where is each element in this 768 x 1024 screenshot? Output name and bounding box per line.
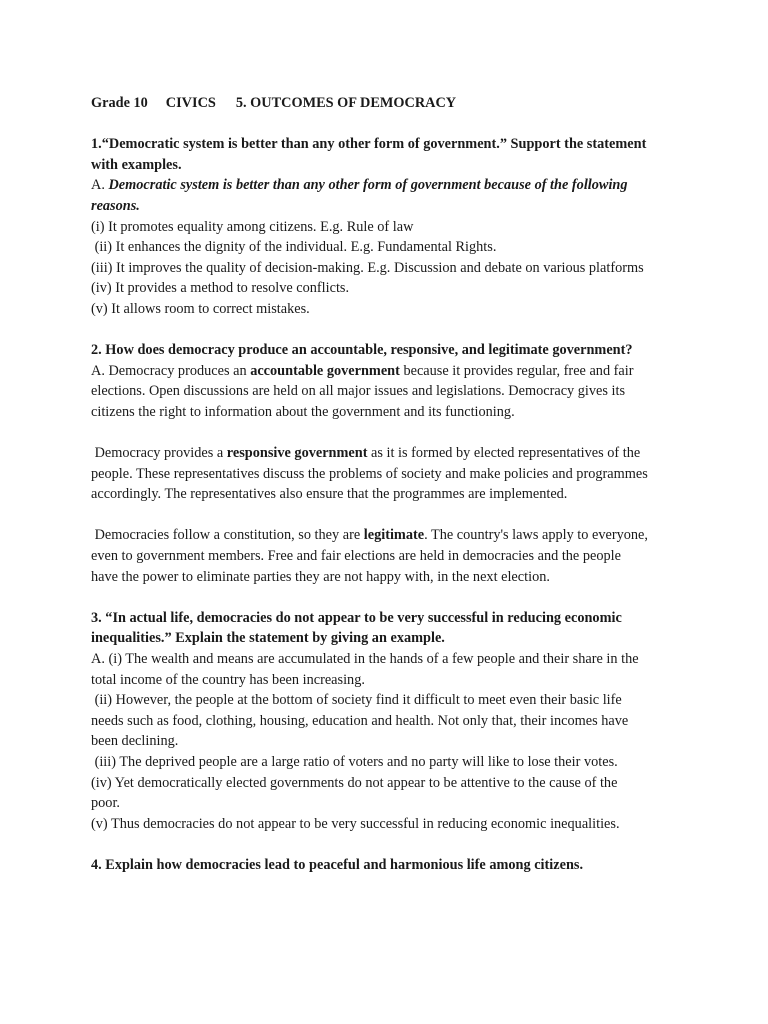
question-1-text: 1.“Democratic system is better than any other form of government.” Support the statement	[91, 136, 647, 153]
question-3-text-cont: inequalities.” Explain the statement by giving an example.	[91, 630, 445, 647]
question-2-text: 2. How does democracy produce an accountable, responsive, and legitimate government?	[91, 342, 633, 359]
term-legitimate: legitimate	[363, 527, 425, 544]
answer-2-text: Democracy provides a	[91, 445, 227, 462]
term-accountable-government: accountable government	[250, 362, 400, 379]
answer-2-p2-line	[91, 443, 708, 464]
answer-1-intro-cont: reasons.	[91, 197, 140, 214]
answer-prefix: A.	[91, 177, 109, 194]
answer-3-line: (v) Thus democracies do not appear to be very successful in reducing economic inequalities.	[91, 815, 620, 832]
spacer	[91, 114, 708, 135]
spacer	[91, 587, 708, 608]
answer-2-p3-line: even to government members. Free and fair elections are held in democracies and the people	[91, 548, 621, 565]
answer-2-text: A. Democracy produces an	[91, 362, 251, 379]
answer-3-line: A. (i) The wealth and means are accumulated in the hands of a few people and their share in the	[91, 651, 639, 668]
answer-2-p2-line: accordingly. The representatives also ensure that the programmes are implemented.	[91, 486, 568, 503]
answer-3-line: (ii) However, the people at the bottom of society find it difficult to meet even their basic life	[91, 692, 622, 709]
answer-2-p3-line	[91, 525, 708, 546]
chapter-title: 5. OUTCOMES OF DEMOCRACY	[235, 95, 457, 111]
answer-1-point: (v) It allows room to correct mistakes.	[91, 300, 310, 317]
question-1-text-cont: with examples.	[91, 156, 182, 173]
answer-1-point: (iii) It improves the quality of decision-making. E.g. Discussion and debate on various platforms	[91, 259, 644, 276]
grade-label: Grade 10	[91, 95, 148, 111]
subject-label: CIVICS	[165, 95, 216, 111]
answer-1-point: (i) It promotes equality among citizens. E.g. Rule of law	[91, 218, 414, 235]
spacer	[91, 834, 708, 855]
question-2-block	[91, 340, 708, 587]
spacer	[91, 505, 708, 526]
answer-2-text: as it is formed by elected representatives of the	[367, 445, 641, 462]
answer-3-line: needs such as food, clothing, housing, education and health. Not only that, their incomes have	[91, 712, 629, 729]
answer-1-point: (iv) It provides a method to resolve conflicts.	[91, 280, 350, 297]
answer-2-p1-line: elections. Open discussions are held on all major issues and legislations. Democracy gives its	[91, 383, 626, 400]
term-responsive-government: responsive government	[226, 445, 368, 462]
answer-3-line: total income of the country has been increasing.	[91, 671, 365, 688]
question-3-block	[91, 608, 708, 835]
answer-1-point: (ii) It enhances the dignity of the individual. E.g. Fundamental Rights.	[91, 239, 497, 256]
question-1-block	[91, 134, 708, 319]
answer-2-text: . The country's laws apply to everyone,	[424, 527, 648, 544]
spacer	[91, 320, 708, 341]
answer-2-p1-line: citizens the right to information about the government and its functioning.	[91, 403, 515, 420]
spacer	[91, 423, 708, 444]
question-3-text: 3. “In actual life, democracies do not appear to be very successful in reducing economic	[91, 609, 622, 626]
answer-2-p1-line	[91, 361, 708, 382]
answer-1-intro	[91, 175, 708, 196]
answer-3-line: been declining.	[91, 733, 179, 750]
answer-1-intro-emphasis: Democratic system is better than any other form of government because of the following	[108, 177, 628, 194]
answer-2-p3-line: have the power to eliminate parties they are not happy with, in the next election.	[91, 568, 550, 585]
answer-2-text: Democracies follow a constitution, so they are	[91, 527, 364, 544]
document-header	[91, 93, 708, 114]
question-4-text: 4. Explain how democracies lead to peaceful and harmonious life among citizens.	[91, 856, 584, 873]
answer-2-text: because it provides regular, free and fair	[399, 362, 634, 379]
answer-3-line: (iv) Yet democratically elected governments do not appear to be attentive to the cause of the	[91, 774, 618, 791]
answer-3-line: (iii) The deprived people are a large ratio of voters and no party will like to lose their votes.	[91, 754, 618, 770]
answer-2-p2-line: people. These representatives discuss the problems of society and make policies and programmes	[91, 465, 648, 482]
question-4-block	[91, 855, 708, 876]
answer-3-line: poor.	[91, 795, 120, 812]
